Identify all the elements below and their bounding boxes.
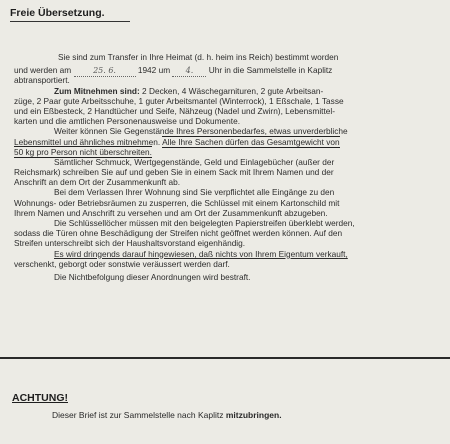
body-line: verschenkt, geborgt oder sonstwie veräussert werden darf. [14, 258, 230, 269]
body-line: Sämtlicher Schmuck, Wertgegenstände, Geld und Einlagebücher (außer der [54, 156, 335, 167]
warning-underlined: Es wird dringends darauf hingewiesen, daß nichts von Ihrem Eigentum verkauft, [54, 248, 348, 259]
date-text-c: Uhr in die Sammelstelle in Kaplitz [208, 65, 333, 76]
bring-list-start: 2 Decken, 4 Wäschegarnituren, 2 gute Arbeitsan- [142, 85, 324, 96]
body-line: Die Schlüssellöcher müssen mit den beigelegten Papierstreifen überklebt werden, [54, 218, 355, 228]
body-line: Bei dem Verlassen Ihrer Wohnung sind Sie verpflichtet alle Eingänge zu den [54, 187, 335, 198]
title-underline [10, 21, 130, 22]
body-line: Weiter können Sie Gegenstände Ihres Personenbedarfes, etwas unverderbliche [54, 126, 348, 137]
body-line: karten und die amtlichen Personenausweise und Dokumente. [14, 116, 240, 127]
weight-limit-highlight: Alle Ihre Sachen dürfen das Gesamtgewicht von [162, 136, 340, 147]
handwritten-date: 25. 6. [93, 66, 116, 76]
section-divider [0, 357, 450, 359]
page-title: Freie Übersetzung. [10, 7, 105, 19]
achtung-heading: ACHTUNG! [12, 392, 68, 404]
bring-heading: Zum Mitnehmen sind: [54, 85, 140, 96]
date-field [74, 65, 136, 77]
body-line: Ihrem Namen und Anschrift zu versehen und am Ort der Zusammenkunft abzugeben. [14, 207, 328, 218]
body-line-weight-limit [14, 147, 444, 157]
final-note [52, 410, 282, 420]
final-note-text: Dieser Brief ist zur Sammelstelle nach Kaplitz [52, 410, 224, 420]
time-field [172, 65, 206, 77]
weight-limit-highlight-end: 50 kg pro Person nicht überschreiten. [14, 146, 152, 157]
date-text-a: und werden am [14, 65, 72, 76]
date-text-b: 1942 um [137, 65, 171, 76]
body-line: Streifen unterschreibt sich der Haushaltsvorstand eigenhändig. [14, 238, 246, 249]
weight-text-a: Lebensmittel und ähnliches mitnehmen. [14, 136, 161, 147]
body-line: abtransportiert. [14, 75, 70, 86]
body-line: Sie sind zum Transfer in Ihre Heimat (d. h. heim ins Reich) bestimmt worden [58, 52, 339, 62]
body-line-warning [14, 249, 444, 259]
body-line: züge, 2 Paar gute Arbeitsschuhe, 1 guter Arbeitsmantel (Winterrock), 1 Eßschale, 1 Tasse [14, 95, 344, 106]
final-note-emphasis: mitzubringen. [225, 410, 282, 420]
body-line: sodass die Türen ohne Beschädigung der Streifen nicht geöffnet werden können. Auf den [14, 228, 343, 239]
body-line: Wohnungs- oder Betriebsräumen zu zusperren, die Schlüssel mit einem Kartonschild mit [14, 197, 340, 208]
body-line-bring [14, 86, 444, 96]
penalty-line: Die Nichtbefolgung dieser Anordnungen wird bestraft. [54, 271, 251, 282]
body-line: Anschrift an dem Ort der Zusammenkunft ab. [14, 177, 181, 188]
body-line: Reichsmark) schreiben Sie auf und geben Sie in einem Sack mit Ihrem Namen und der [14, 167, 334, 178]
letter-body [14, 52, 444, 282]
handwritten-time: 4. [185, 66, 194, 76]
body-line-date [14, 65, 444, 75]
body-line: und ein Eßbesteck, 2 Handtücher und Seife, Nähzeug (Nadel und Zwirn), Lebensmittel- [14, 105, 335, 116]
